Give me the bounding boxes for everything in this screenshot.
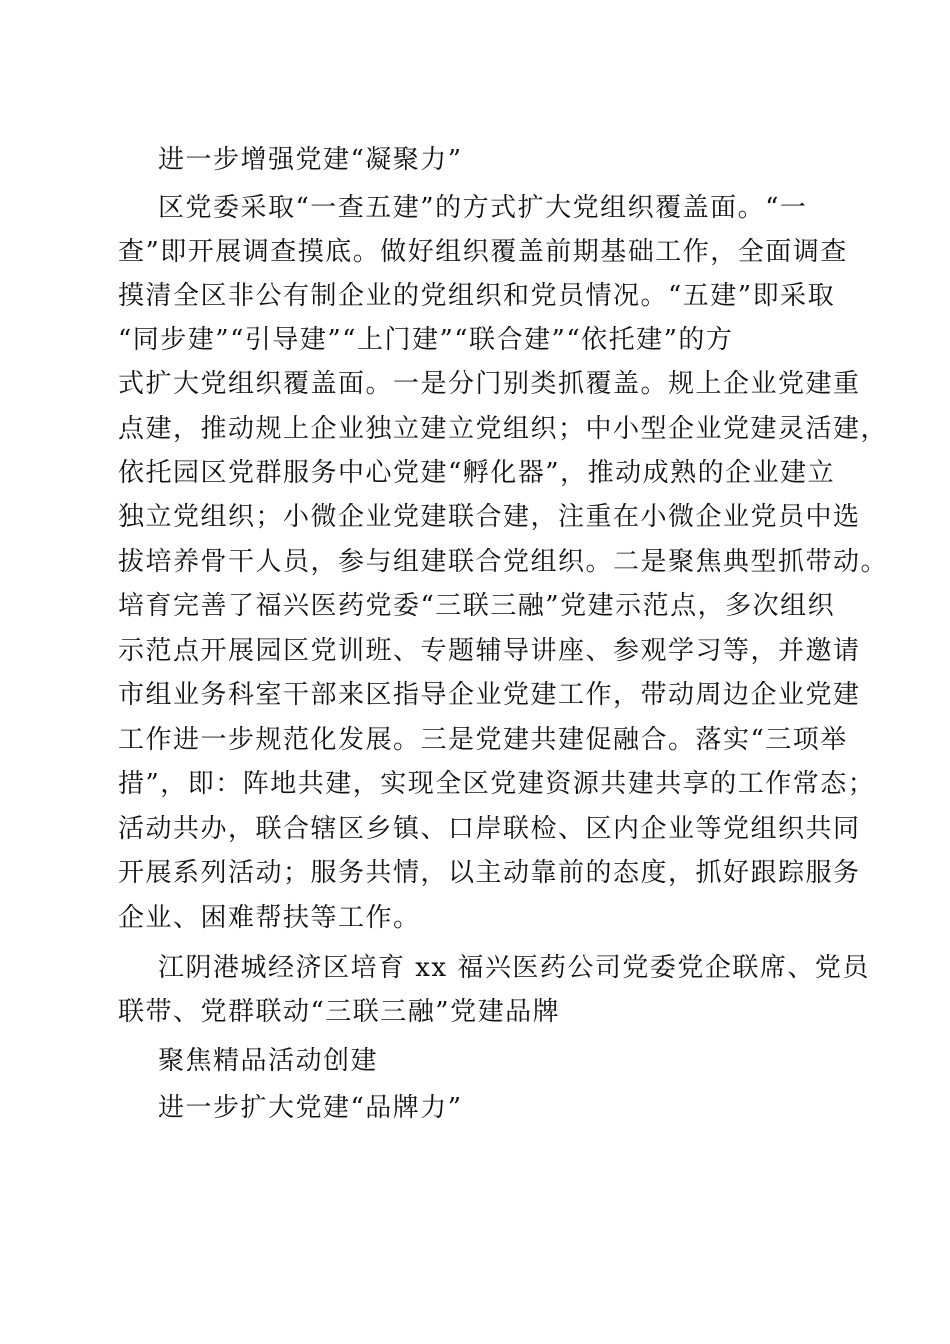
paragraph-line: 开展系列活动；服务共情，以主动靠前的态度，抓好跟踪服务 <box>118 858 861 888</box>
paragraph-line: “同步建”“引导建”“上门建”“联合建”“依托建”的方 <box>118 325 734 355</box>
paragraph-line: 企业、困难帮扶等工作。 <box>118 903 421 933</box>
paragraph-line: 查”即开展调查摸底。做好组织覆盖前期基础工作，全面调查 <box>118 237 848 267</box>
paragraph-line: 依托园区党群服务中心党建“孵化器”，推动成熟的企业建立 <box>118 458 836 488</box>
section-heading-activity: 聚焦精品活动创建 <box>158 1046 379 1076</box>
paragraph-line: 摸清全区非公有制企业的党组织和党员情况。“五建”即采取 <box>118 281 836 311</box>
section-heading-cohesion: 进一步增强党建“凝聚力” <box>158 145 463 175</box>
paragraph-line: 拔培养骨干人员，参与组建联合党组织。二是聚焦典型抓带动。 <box>118 547 889 577</box>
paragraph-line: 工作进一步规范化发展。三是党建共建促融合。落实“三项举 <box>118 725 848 755</box>
paragraph-line: 区党委采取“一查五建”的方式扩大党组织覆盖面。“一 <box>158 193 808 223</box>
paragraph-line: 措”，即：阵地共建，实现全区党建资源共建共享的工作常态； <box>118 769 876 799</box>
paragraph-line: 江阴港城经济区培育 xx 福兴医药公司党委党企联席、党员 <box>158 953 870 983</box>
section-heading-brand: 进一步扩大党建“品牌力” <box>158 1093 463 1123</box>
paragraph-line: 点建，推动规上企业独立建立党组织；中小型企业党建灵活建， <box>118 414 889 444</box>
paragraph-line: 市组业务科室干部来区指导企业党建工作，带动周边企业党建 <box>118 680 861 710</box>
paragraph-line: 培育完善了福兴医药党委“三联三融”党建示范点，多次组织 <box>118 591 836 621</box>
paragraph-line: 式扩大党组织覆盖面。一是分门别类抓覆盖。规上企业党建重 <box>118 369 861 399</box>
paragraph-line: 独立党组织；小微企业党建联合建，注重在小微企业党员中选 <box>118 502 861 532</box>
paragraph-line: 联带、党群联动“三联三融”党建品牌 <box>118 997 561 1027</box>
paragraph-line: 活动共办，联合辖区乡镇、口岸联检、区内企业等党组织共同 <box>118 814 861 844</box>
paragraph-line: 示范点开展园区党训班、专题辅导讲座、参观学习等，并邀请 <box>118 636 861 666</box>
